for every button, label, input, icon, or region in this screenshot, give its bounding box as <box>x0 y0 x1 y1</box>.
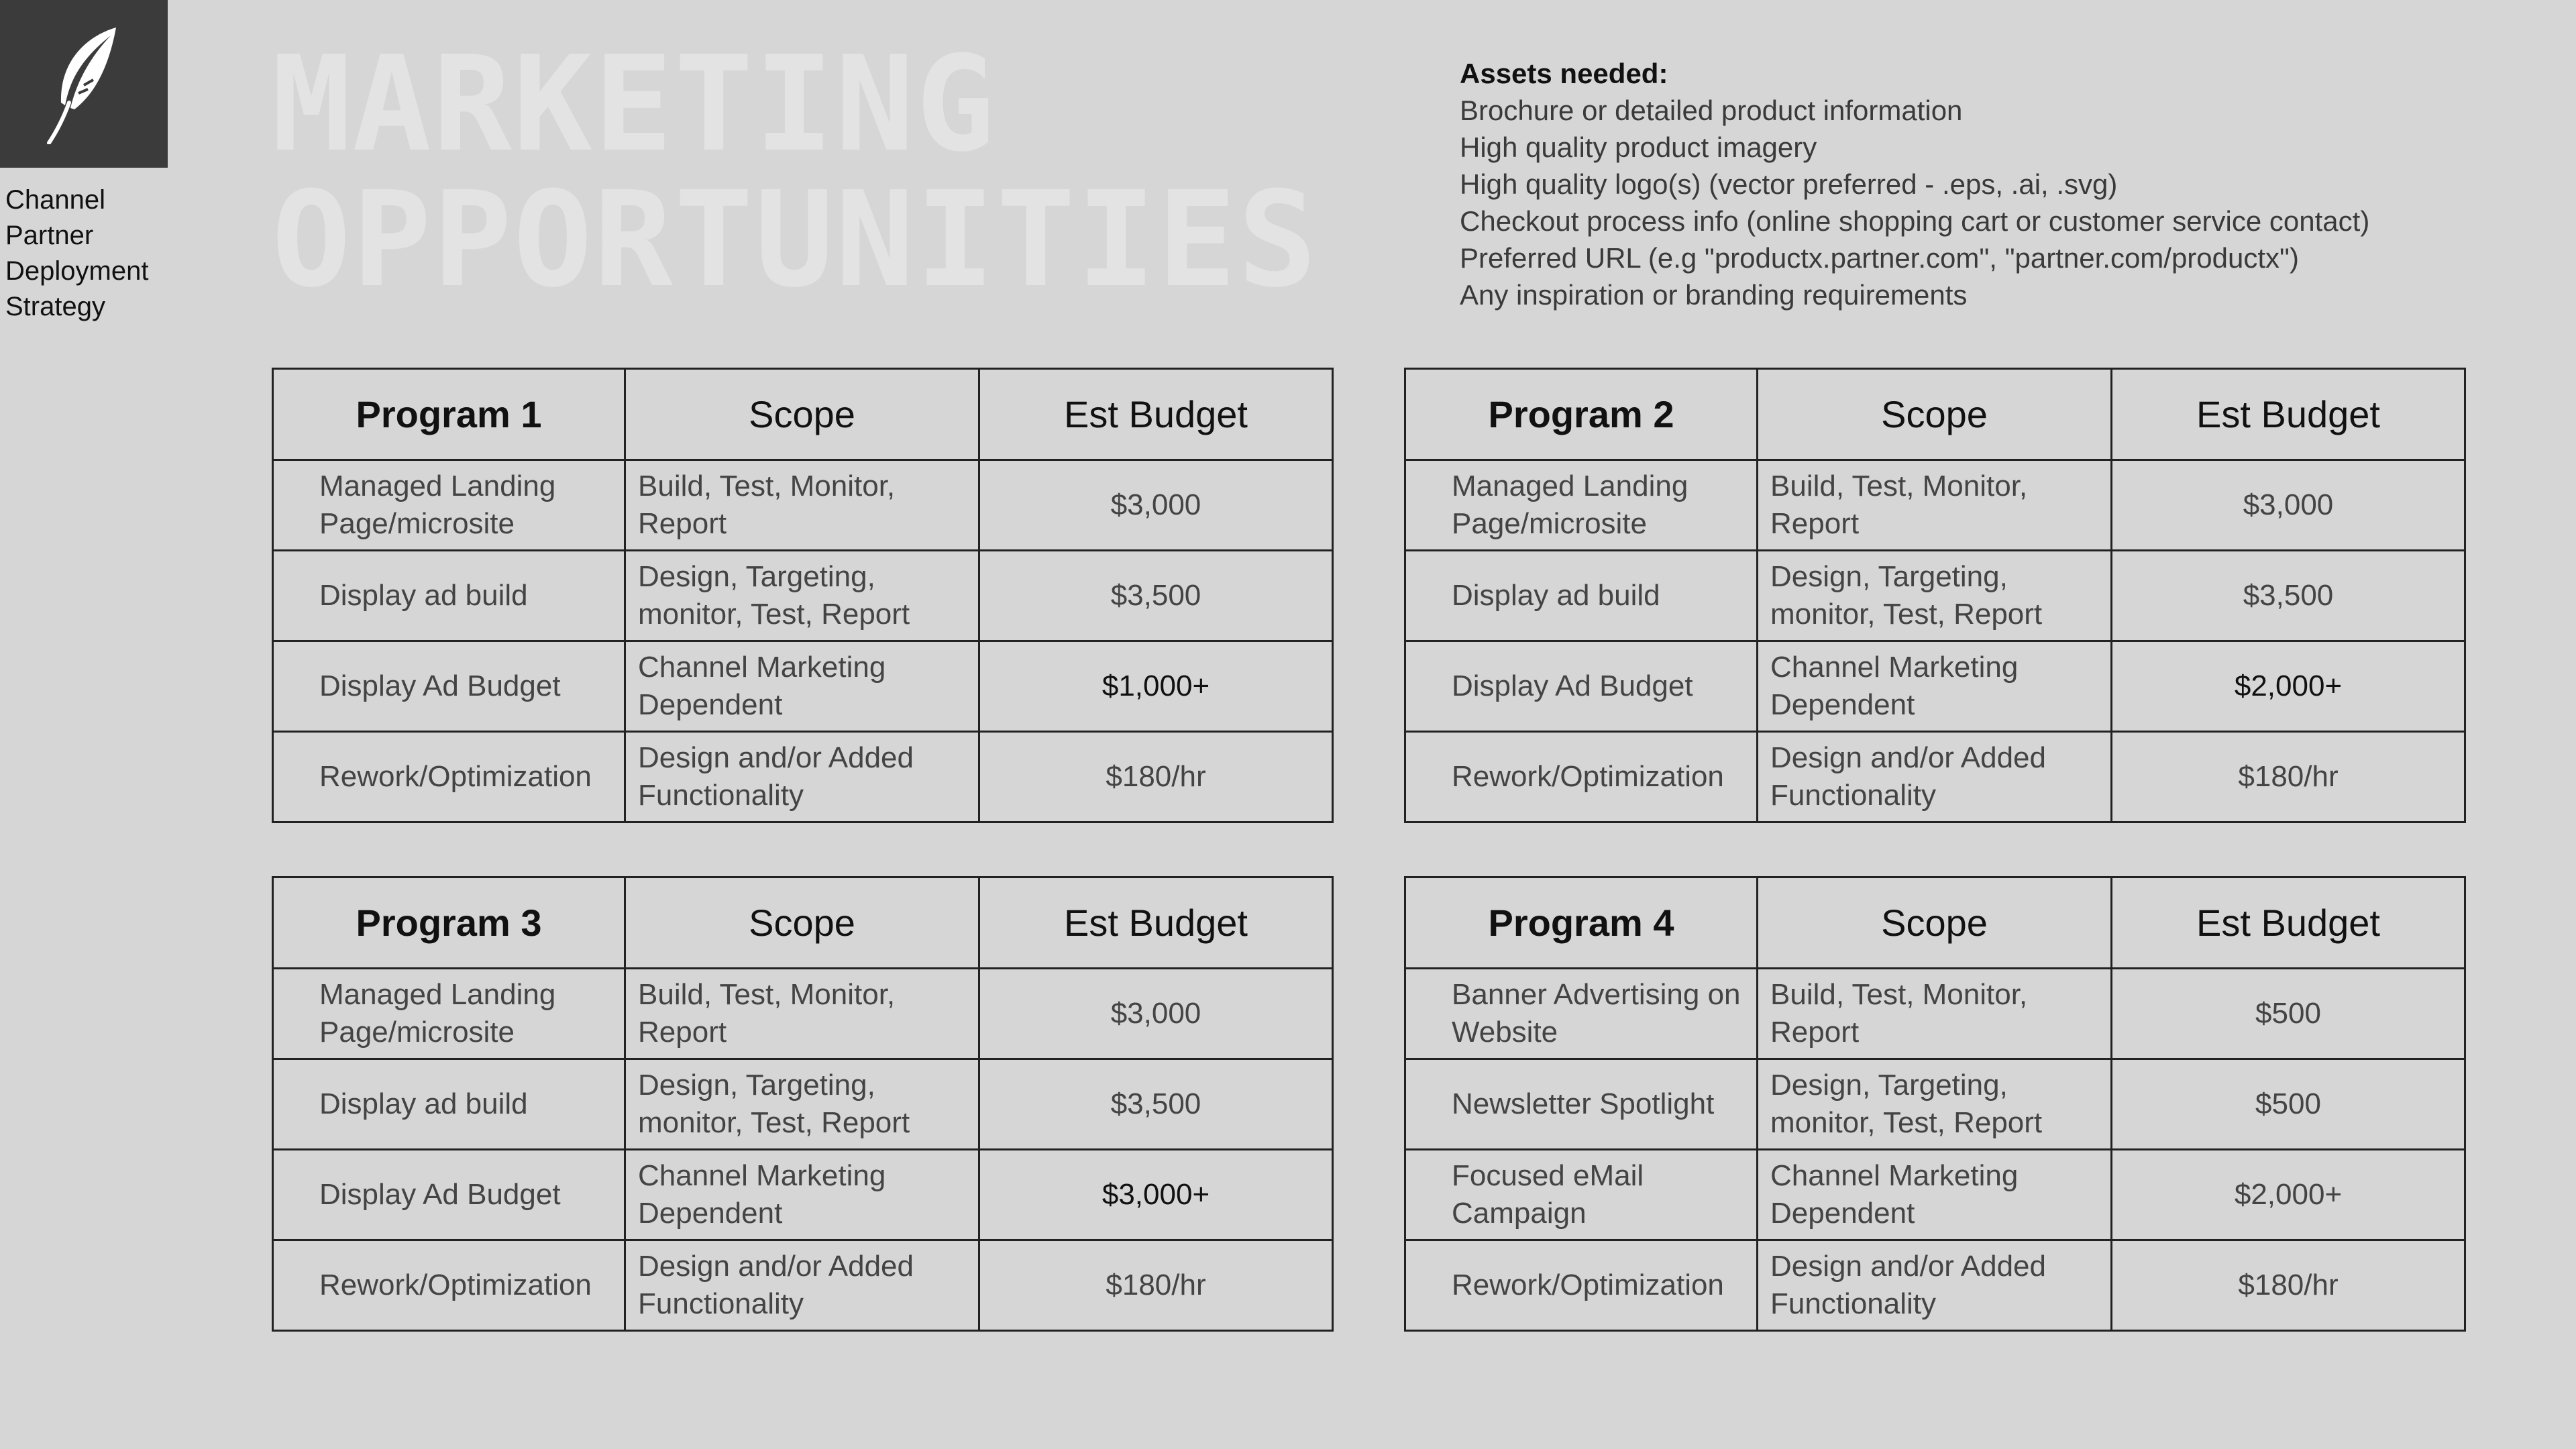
table-row <box>273 969 1333 1059</box>
asset-item: High quality product imagery <box>1460 131 1817 163</box>
table-row <box>1405 1240 2465 1331</box>
scope-header: Scope <box>1758 369 2112 460</box>
row-scope: Channel Marketing Dependent <box>625 1150 979 1240</box>
logo <box>0 0 168 168</box>
row-scope: Design and/or Added Functionality <box>625 1240 979 1331</box>
row-budget: $500 <box>2112 969 2465 1059</box>
table-row <box>273 551 1333 641</box>
row-scope: Design and/or Added Functionality <box>1758 732 2112 822</box>
budget-header: Est Budget <box>2112 877 2465 969</box>
row-scope: Design, Targeting, monitor, Test, Report <box>625 551 979 641</box>
row-scope: Design, Targeting, monitor, Test, Report <box>625 1059 979 1150</box>
assets-list <box>1460 55 2369 313</box>
sidebar-label: Channel Partner Deployment Strategy <box>5 185 149 321</box>
row-item: Managed Landing Page/microsite <box>273 460 625 551</box>
row-scope: Build, Test, Monitor, Report <box>1758 460 2112 551</box>
row-item: Display ad build <box>273 551 625 641</box>
row-scope: Channel Marketing Dependent <box>1758 1150 2112 1240</box>
table-row <box>273 460 1333 551</box>
row-scope: Channel Marketing Dependent <box>1758 641 2112 732</box>
table-row <box>1405 551 2465 641</box>
feather-quill-icon <box>44 23 124 144</box>
program-name: Program 2 <box>1405 369 1758 460</box>
row-scope: Build, Test, Monitor, Report <box>625 460 979 551</box>
row-item: Display Ad Budget <box>273 641 625 732</box>
asset-item: Checkout process info (online shopping cart or customer service contact) <box>1460 205 2370 237</box>
table-row <box>1405 1150 2465 1240</box>
row-scope: Design, Targeting, monitor, Test, Report <box>1758 1059 2112 1150</box>
assets-heading: Assets needed: <box>1460 58 1668 89</box>
row-budget: $180/hr <box>979 1240 1333 1331</box>
scope-header: Scope <box>625 877 979 969</box>
row-item: Managed Landing Page/microsite <box>1405 460 1758 551</box>
program-4-table <box>1404 876 2466 1332</box>
row-budget: $180/hr <box>2112 732 2465 822</box>
row-item: Banner Advertising on Website <box>1405 969 1758 1059</box>
table-header-row <box>273 369 1333 460</box>
asset-item: Brochure or detailed product information <box>1460 95 1963 126</box>
row-budget: $3,000 <box>979 460 1333 551</box>
row-scope: Build, Test, Monitor, Report <box>1758 969 2112 1059</box>
row-budget: $3,500 <box>2112 551 2465 641</box>
row-budget: $3,000 <box>2112 460 2465 551</box>
row-budget: $2,000+ <box>2112 641 2465 732</box>
row-item: Display ad build <box>1405 551 1758 641</box>
row-item: Display Ad Budget <box>1405 641 1758 732</box>
row-item: Rework/Optimization <box>1405 732 1758 822</box>
asset-item: Any inspiration or branding requirements <box>1460 279 1968 311</box>
table-row <box>1405 460 2465 551</box>
row-budget: $180/hr <box>979 732 1333 822</box>
program-name: Program 4 <box>1405 877 1758 969</box>
budget-header: Est Budget <box>979 369 1333 460</box>
row-item: Newsletter Spotlight <box>1405 1059 1758 1150</box>
table-row <box>1405 732 2465 822</box>
table-header-row <box>1405 877 2465 969</box>
program-name: Program 1 <box>273 369 625 460</box>
row-scope: Design and/or Added Functionality <box>1758 1240 2112 1331</box>
row-budget: $500 <box>2112 1059 2465 1150</box>
row-item: Display Ad Budget <box>273 1150 625 1240</box>
row-scope: Channel Marketing Dependent <box>625 641 979 732</box>
row-item: Rework/Optimization <box>1405 1240 1758 1331</box>
program-name: Program 3 <box>273 877 625 969</box>
row-item: Focused eMail Campaign <box>1405 1150 1758 1240</box>
table-row <box>273 1150 1333 1240</box>
page-title: MARKETING OPPORTUNITIES <box>272 28 1319 317</box>
table-row <box>1405 641 2465 732</box>
table-row <box>273 1059 1333 1150</box>
table-header-row <box>273 877 1333 969</box>
row-budget: $180/hr <box>2112 1240 2465 1331</box>
table-row <box>273 641 1333 732</box>
row-budget: $2,000+ <box>2112 1150 2465 1240</box>
budget-header: Est Budget <box>2112 369 2465 460</box>
scope-header: Scope <box>1758 877 2112 969</box>
row-item: Rework/Optimization <box>273 732 625 822</box>
row-item: Rework/Optimization <box>273 1240 625 1331</box>
table-row <box>273 732 1333 822</box>
program-2-table <box>1404 368 2466 823</box>
program-1-table <box>272 368 1334 823</box>
table-header-row <box>1405 369 2465 460</box>
table-row <box>1405 969 2465 1059</box>
row-budget: $1,000+ <box>979 641 1333 732</box>
row-budget: $3,000 <box>979 969 1333 1059</box>
asset-item: High quality logo(s) (vector preferred - .eps, .ai, .svg) <box>1460 168 2118 200</box>
row-scope: Design and/or Added Functionality <box>625 732 979 822</box>
table-row <box>1405 1059 2465 1150</box>
row-budget: $3,000+ <box>979 1150 1333 1240</box>
row-budget: $3,500 <box>979 551 1333 641</box>
row-budget: $3,500 <box>979 1059 1333 1150</box>
table-row <box>273 1240 1333 1331</box>
row-item: Managed Landing Page/microsite <box>273 969 625 1059</box>
program-3-table <box>272 876 1334 1332</box>
scope-header: Scope <box>625 369 979 460</box>
asset-item: Preferred URL (e.g "productx.partner.com", "partner.com/productx") <box>1460 242 2299 274</box>
row-scope: Build, Test, Monitor, Report <box>625 969 979 1059</box>
budget-header: Est Budget <box>979 877 1333 969</box>
row-scope: Design, Targeting, monitor, Test, Report <box>1758 551 2112 641</box>
row-item: Display ad build <box>273 1059 625 1150</box>
